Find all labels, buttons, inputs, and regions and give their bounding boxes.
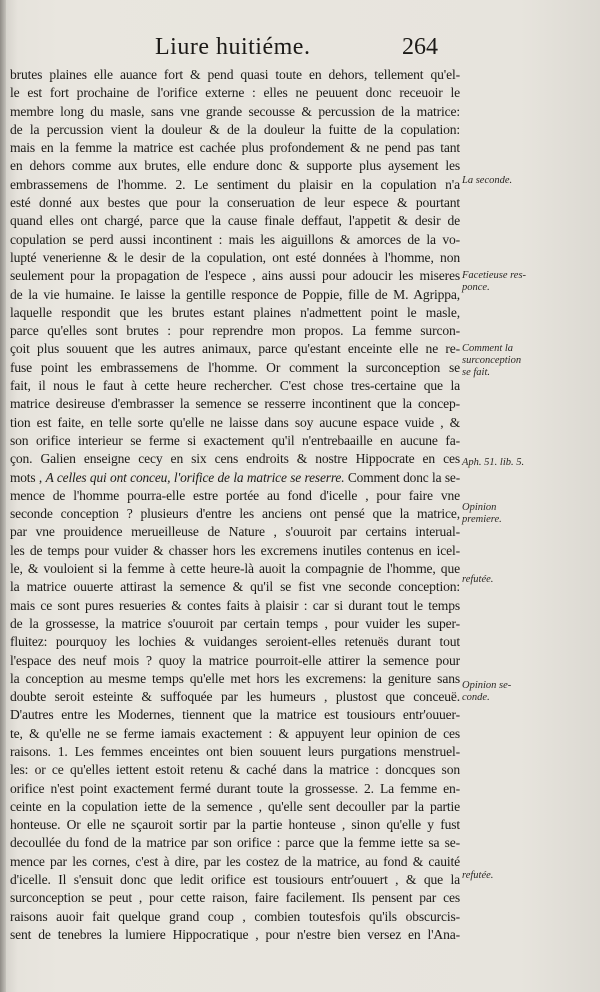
text-line: D'autres entre les Modernes, tiennent que la matrice est tousiours entr'ouuer- bbox=[10, 707, 460, 723]
text-line: le, & vouloient si la femme à cette heure-là auoit la compagnie de l'homme, que bbox=[10, 561, 460, 577]
text-line: çon. Galien enseigne cecy en six cens endroits & nostre Hippocrate en ces bbox=[10, 451, 460, 467]
text-line: matrice desireuse d'embrasser la semence se resserre incontinent que la concep- bbox=[10, 396, 460, 412]
text-line: son orifice interieur se ferme si exactement qu'il n'entrebaaille en aucune fa- bbox=[10, 432, 460, 448]
text-line: l'espace des neuf mois ? quoy la matrice pourroit-elle attirer la semence pour bbox=[10, 652, 460, 668]
text-line: par vne prouidence merueilleuse de Nature , s'ouuroit par certains interual- bbox=[10, 524, 460, 540]
margin-note-line: La seconde. bbox=[462, 175, 513, 186]
text-line: mence de l'homme pourra-elle estre portée au fond d'icelle , pour faire vne bbox=[10, 487, 460, 503]
text-line: tion est faite, en telle sorte qu'elle ne laisse dans soy aucune espace vuide , & bbox=[10, 414, 460, 430]
text-line: honteuse. Or elle ne sçauroit sortir par la partie honteuse , sinon qu'elle y fust bbox=[10, 817, 460, 833]
text-line: doubte seroit esteinte & suffoquée par les humeurs , plustost que conceuë. bbox=[10, 689, 460, 705]
text-line: seconde conception ? plusieurs d'entre les anciens ont pensé que la matrice, bbox=[10, 506, 460, 522]
running-title: Liure huitiéme. bbox=[155, 34, 311, 60]
margin-note-line: se fait. bbox=[462, 367, 490, 378]
text-line: fuse point les embrassemens de l'homme. Or comment la surconception se bbox=[10, 359, 460, 375]
text-line: orifice n'est point exactement fermé durant toute la grossesse. 2. La femme en- bbox=[10, 780, 460, 796]
text-line: lupté venerienne & le desir de la copulation, ont esté données à l'homme, non bbox=[10, 249, 460, 265]
page-gutter-shadow bbox=[0, 0, 6, 992]
margin-note-aphorisme bbox=[462, 457, 532, 469]
text-line: membre long du masle, sans vne grande secousse & percussion de la matrice: bbox=[10, 103, 460, 119]
text-line: copulation se perd aussi incontinent : mais les aiguillons & amorces de la vo- bbox=[10, 231, 460, 247]
text-line: fluitez: pourquoy les lochies & vuidanges seroient-elles retenuës durant tout bbox=[10, 634, 460, 650]
margin-note-line: Comment la bbox=[462, 343, 514, 354]
text-line: seulement pour la propagation de l'espece , ains aussi pour adoucir les miseres bbox=[10, 268, 460, 284]
margin-note-line: Opinion se- bbox=[462, 680, 512, 691]
margin-note-comment-surconception bbox=[462, 343, 532, 379]
text-line: esté donné aux bestes que pour la conseruation de leur espece & pourtant bbox=[10, 195, 460, 211]
margin-note-facetieuse bbox=[462, 270, 532, 294]
text-line: en dehors comme aux brutes, elle endure donc & supporte plus aysement les bbox=[10, 158, 460, 174]
margin-note-opinion-premiere bbox=[462, 502, 532, 526]
margin-note-line: surconception bbox=[462, 355, 522, 366]
text-line: mais ce sont pures resueries & contes faits à plaisir : car si durant tout le temps bbox=[10, 597, 460, 613]
margin-note-line: Aph. 51. lib. 5. bbox=[462, 457, 525, 468]
text-line: ceinte en la copulation iette de la semence , qu'elle sent decouller par la partie bbox=[10, 798, 460, 814]
margin-note-refutee-1 bbox=[462, 574, 532, 586]
margin-note-line: refutée. bbox=[462, 574, 494, 585]
text-line: la conception au mesme temps qu'elle met hors les excremens: la geniture sans bbox=[10, 670, 460, 686]
text-line: la matrice ouuerte attirast la semence & qu'il se fist vne seconde conception: bbox=[10, 579, 460, 595]
margin-note-refutee-2 bbox=[462, 870, 532, 882]
text-line: mots , A celles qui ont conceu, l'orifice de la matrice se reserre. Comment donc la se- bbox=[10, 469, 460, 485]
margin-note-line: Facetieuse res- bbox=[462, 270, 527, 281]
text-line: raisons. 1. Les femmes enceintes ont bien souuent leurs purgations menstruel- bbox=[10, 743, 460, 759]
text-line: de la grossesse, la matrice s'ouuroit par certain temps , pour vuider les super- bbox=[10, 615, 460, 631]
text-line: sent de tenebres la lumiere Hippocratique , pour n'estre bien versez en l'Ana- bbox=[10, 926, 460, 942]
margin-note-seconde bbox=[462, 175, 532, 187]
margin-note-line: Opinion bbox=[462, 502, 497, 513]
text-line: de la vie humaine. Ie laisse la gentille responce de Poppie, fille de M. Agrippa, bbox=[10, 286, 460, 302]
page-header bbox=[0, 34, 600, 66]
text-line: d'icelle. Il s'ensuit donc que ledit orifice est tousiours entr'ouuert , & que la bbox=[10, 872, 460, 888]
text-line: decoullée du fond de la matrice par son orifice : parce que la femme iette sa se- bbox=[10, 835, 460, 851]
text-line: de la percussion vient la douleur & de la douleur la fuitte de la copulation: bbox=[10, 121, 460, 137]
page-number: 264 bbox=[402, 34, 438, 60]
text-line: fait, il nous le faut à cette heure rechercher. C'est chose tres-certaine que la bbox=[10, 378, 460, 394]
text-line: çoit plus souuent que les autres animaux, parce qu'estant enceinte elle ne re- bbox=[10, 341, 460, 357]
text-line: surconception se peut , pour cette raison, faire facilement. Ils pensent par ces bbox=[10, 890, 460, 906]
text-line: les: or ce qu'elles iettent estoit retenu & caché dans la matrice : doncques son bbox=[10, 762, 460, 778]
text-line: mais en la femme la matrice est cachée plus profondement & ne pend pas tant bbox=[10, 140, 460, 156]
text-line: raisons auoir fait quelque grand coup , combien toutesfois qu'ils obscurcis- bbox=[10, 908, 460, 924]
margin-note-line: ponce. bbox=[462, 282, 490, 293]
text-line: te, & qu'elle ne se ferme iamais exactement : & appuyent leur opinion de ces bbox=[10, 725, 460, 741]
text-line: laquelle respondit que les brutes estant plaines n'admettent point le masle, bbox=[10, 304, 460, 320]
text-line: mence par les cornes, c'est à dire, par les costez de la matrice, au fond & cauité bbox=[10, 853, 460, 869]
body-text bbox=[10, 66, 460, 944]
text-line: parce qu'elles sont brutes : pour reprendre mon propos. La femme surcon- bbox=[10, 323, 460, 339]
margin-note-line: refutée. bbox=[462, 870, 494, 881]
margin-note-line: conde. bbox=[462, 692, 490, 703]
text-line: les de temps pour vuider & chasser hors les excremens inutiles contenus en icel- bbox=[10, 542, 460, 558]
text-line: brutes plaines elle auance fort & pend quasi toute en dehors, tellement qu'el- bbox=[10, 67, 460, 82]
text-line: quand elles ont chargé, parce que la cause finale deffaut, l'appetit & desir de bbox=[10, 213, 460, 229]
text-line: embrassemens de l'homme. 2. Le sentiment du plaisir en la copulation n'a bbox=[10, 176, 460, 192]
margin-note-opinion-seconde bbox=[462, 680, 532, 704]
margin-note-line: premiere. bbox=[462, 514, 502, 525]
text-line: le est fort prochaine de l'orifice externe : elles ne peuuent donc receuoir le bbox=[10, 85, 460, 101]
